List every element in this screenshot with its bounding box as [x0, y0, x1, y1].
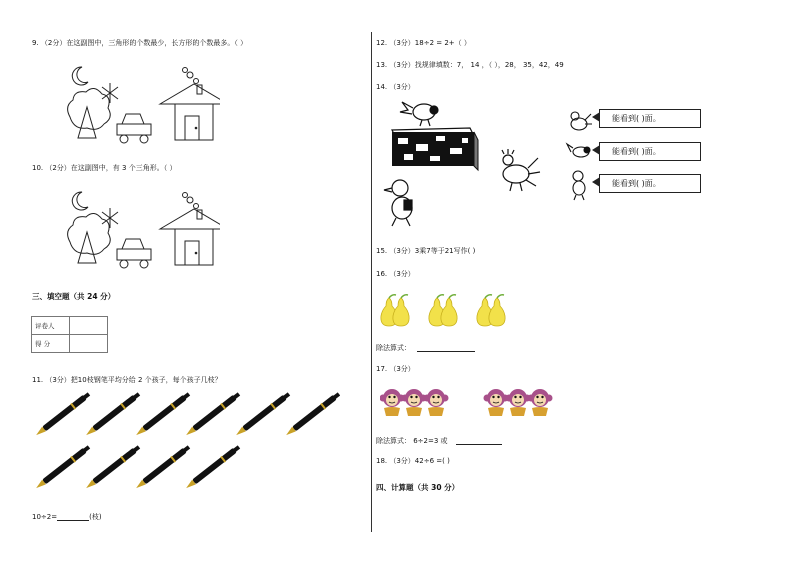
question-14: 14. （3分） [376, 83, 415, 91]
rooster-small-icon [571, 112, 592, 130]
triangle-trunk [78, 107, 96, 138]
question-12: 12. （3分）18÷2 = 2+（ ） [376, 39, 471, 47]
pears-figure [378, 294, 518, 328]
question-11: 11. （3分）把10枝钢笔平均分给 2 个孩子，每个孩子几枝？ [32, 376, 222, 384]
pen-icon [84, 444, 141, 491]
q17-blank[interactable] [456, 436, 502, 445]
pen-icon [234, 392, 291, 438]
pen-icon [84, 392, 141, 438]
shapes-figure-1 [60, 62, 220, 150]
q17-formula: 除法算式： 6÷2=3 或 [376, 437, 448, 445]
question-15: 15. （3分）3乘7等于21写作( ) [376, 247, 476, 255]
score-label: 得 分 [32, 335, 70, 353]
triangle-trunk [78, 232, 96, 263]
monkey-group-2 [484, 389, 553, 416]
speech-bubble-3: 能看到( )面。 [599, 174, 701, 193]
q14-figure [378, 96, 548, 231]
rooster-icon [502, 149, 540, 191]
section-3-title: 三、填空题（共 24 分） [32, 292, 116, 301]
question-10: 10. （2分）在这副图中，有 3 个三角形。（ ） [32, 164, 177, 172]
house-icon [160, 193, 220, 266]
pear-pair-3 [477, 295, 505, 326]
car-icon [117, 114, 151, 143]
question-16: 16. （3分） [376, 270, 415, 278]
monkey-group-1 [380, 389, 449, 416]
q16-blank[interactable] [417, 343, 475, 352]
question-11-answer [32, 512, 102, 521]
column-divider [371, 32, 372, 532]
question-9: 9. （2分）在这副图中，三角形的个数最少，长方形的个数最多。（ ） [32, 39, 248, 47]
car-icon [117, 239, 151, 268]
tree-crown [68, 213, 111, 254]
pen-icon [134, 444, 191, 491]
question-18: 18. （3分）42÷6 =( ) [376, 457, 450, 465]
box-icon [392, 128, 478, 170]
shapes-figure-2 [60, 187, 220, 275]
bird-icon [400, 102, 438, 126]
question-17-answer [376, 436, 502, 445]
moon-icon [72, 192, 88, 210]
reviewer-label: 评卷人 [32, 317, 70, 335]
tree-crown [68, 88, 111, 129]
duck-icon [384, 180, 412, 226]
question-13: 13. （3分）找规律填数：7， 14 ，（ ），28， 35，42，49 [376, 61, 564, 69]
section-4-title: 四、计算题（共 30 分） [376, 483, 460, 492]
animals-column [565, 106, 595, 202]
speech-bubble-2: 能看到( )面。 [599, 142, 701, 161]
star-icon [102, 208, 118, 228]
q11-formula: 10÷2= [32, 513, 58, 521]
question-16-answer [376, 343, 475, 352]
pear-pair-1 [381, 295, 409, 326]
q11-unit: (枝) [89, 513, 102, 521]
q11-blank[interactable] [57, 512, 89, 521]
score-table [31, 316, 108, 353]
pen-icon [184, 444, 241, 491]
monkeys-figure [380, 386, 560, 418]
pens-figure [30, 392, 340, 502]
pen-icon [284, 392, 340, 438]
score-cell[interactable] [70, 335, 108, 353]
reviewer-cell[interactable] [70, 317, 108, 335]
pen-icon [34, 444, 91, 491]
star-icon [102, 83, 118, 103]
pear-pair-2 [429, 295, 457, 326]
bird-small-icon [567, 144, 590, 157]
pen-icon [34, 392, 91, 438]
pen-icon [134, 392, 191, 438]
duck-small-icon [573, 171, 585, 200]
moon-icon [72, 67, 88, 85]
house-icon [160, 68, 220, 141]
pen-icon [184, 392, 241, 438]
question-17: 17. （3分） [376, 365, 415, 373]
speech-bubble-1: 能看到( )面。 [599, 109, 701, 128]
q16-label: 除法算式： [376, 344, 411, 352]
